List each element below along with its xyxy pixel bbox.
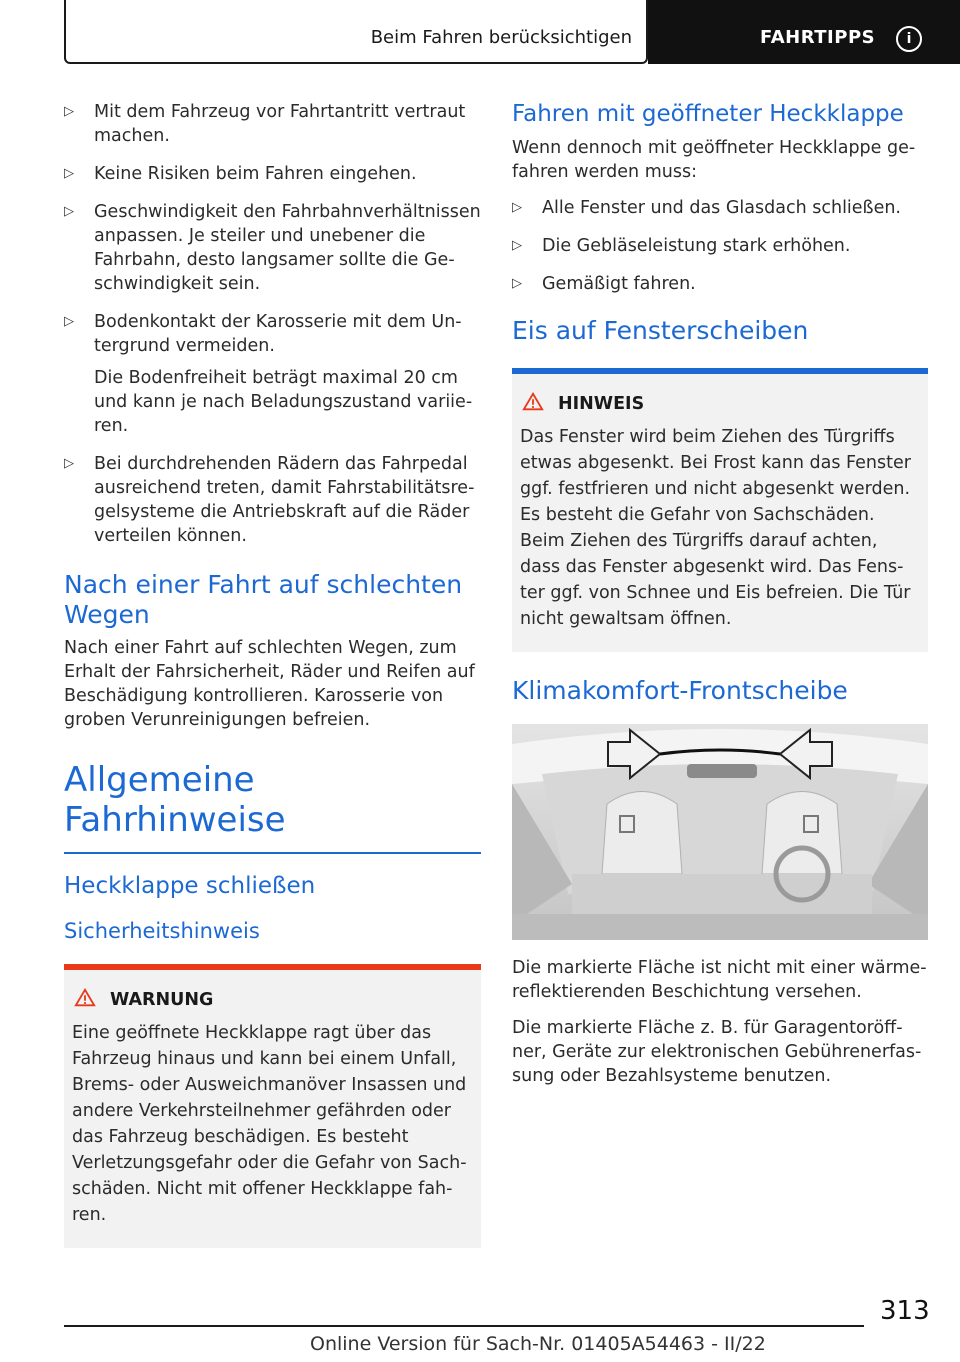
bullet-triangle-icon: ▷ (512, 238, 522, 253)
bullet-text: Mit dem Fahrzeug vor Fahrtantritt vertraut machen. (94, 102, 466, 146)
list-item (64, 100, 481, 148)
header-section-tab (64, 0, 648, 64)
list-item (64, 200, 481, 296)
bullet-triangle-icon: ▷ (64, 104, 74, 119)
notice-title-text: HINWEIS (558, 394, 645, 414)
bullet-text: Geschwindigkeit den Fahrbahnverhältnissen anpassen. Je steiler und unebener die Fahrbahn, desto langsamer sollte die Geschwindigkeit sein. (94, 202, 481, 294)
list-item (512, 234, 928, 258)
page-number: 313 (880, 1296, 930, 1326)
tailgate-heading: Heckklappe schließen (64, 873, 316, 899)
rough-roads-heading: Nach einer Fahrt auf schlechten Wegen (64, 570, 463, 629)
bullet-triangle-icon: ▷ (512, 200, 522, 215)
notice-text: Das Fenster wird beim Ziehen des Türgriffs etwas abgesenkt. Bei Frost kann das Fenster ggf. festfrieren und nicht abgesenkt werden. Es besteht die Gefahr von Sachschäden. Beim Ziehen des Türgriffs darauf achten, dass das Fenster abgesenkt wird. Das Fenster ggf. von Schnee und Eis befreien. Die Tür nicht gewaltsam öffnen. (520, 427, 911, 629)
bullet-text: Alle Fenster und das Glasdach schließen. (542, 198, 901, 218)
list-item (64, 162, 481, 186)
car-interior-image (512, 724, 928, 940)
right-column (512, 100, 928, 1100)
open-tailgate-heading: Fahren mit geöffneter Heckklappe (512, 101, 904, 127)
bullet-text: Die Gebläseleistung stark erhöhen. (542, 236, 851, 256)
warning-title-text: WARNUNG (110, 990, 214, 1010)
notice-triangle-icon (522, 391, 544, 413)
ice-heading: Eis auf Fensterscheiben (512, 316, 809, 345)
footer-online-version: Online Version für Sach-Nr. 01405A54463 - II/22 (310, 1333, 766, 1355)
warning-box (64, 964, 481, 1248)
climate-text-2: Die markierte Fläche z. B. für Garagentoröffner, Geräte zur elektronischen Gebührenerfassung oder Bezahlsysteme benutzen. (512, 1018, 922, 1086)
bullet-text: Keine Risiken beim Fahren eingehen. (94, 164, 417, 184)
list-item (64, 310, 481, 438)
notice-box (512, 368, 928, 652)
header-chapter-tab[interactable] (648, 0, 960, 64)
bullet-triangle-icon: ▷ (512, 276, 522, 291)
climate-heading: Klimakomfort-Frontscheibe (512, 676, 848, 705)
bullet-text: Bei durchdrehenden Rädern das Fahrpedal ausreichend treten, damit Fahrstabilitätsregelsysteme die Antriebskraft auf die Räder verteilen können. (94, 454, 475, 546)
bullet-text: Bodenkontakt der Karosserie mit dem Untergrund vermeiden. (94, 312, 462, 356)
open-tailgate-intro: Wenn dennoch mit geöffneter Heckklappe gefahren werden muss: (512, 138, 916, 182)
left-column (64, 100, 481, 1248)
bullet-subtext: Die Bodenfreiheit beträgt maximal 20 cm und kann je nach Beladungszustand variieren. (94, 368, 473, 436)
bullet-triangle-icon: ▷ (64, 456, 74, 471)
bullet-triangle-icon: ▷ (64, 204, 74, 219)
warning-title (110, 990, 473, 1010)
climate-text-1: Die markierte Fläche ist nicht mit einer wärmereflektierenden Beschichtung versehen. (512, 958, 927, 1002)
list-item (512, 196, 928, 220)
list-item (512, 272, 928, 296)
rough-roads-text: Nach einer Fahrt auf schlechten Wegen, zum Erhalt der Fahrsicherheit, Räder und Reifen auf Beschädigung kontrollieren. Karosserie von groben Verunreinigungen befreien. (64, 638, 475, 730)
notice-title (558, 394, 920, 414)
info-icon[interactable]: i (896, 26, 922, 52)
header-section-title: Beim Fahren berücksichtigen (370, 27, 632, 48)
footer-rule (64, 1325, 864, 1327)
warning-triangle-icon (74, 987, 96, 1009)
safety-heading: Sicherheitshinweis (64, 919, 260, 943)
warning-text: Eine geöffnete Heckklappe ragt über das Fahrzeug hinaus und kann bei einem Unfall, Brems- oder Ausweichmanöver Insassen und andere Verkehrsteilnehmer gefährden oder das Fahrzeug beschädigen. Es besteht Verletzungsgefahr oder die Gefahr von Sachschäden. Nicht mit offener Heckklappe fahren. (72, 1023, 467, 1225)
list-item (64, 452, 481, 548)
bullet-triangle-icon: ▷ (64, 314, 74, 329)
main-heading: Allgemeine Fahrhinweise (64, 760, 481, 854)
bullet-text: Gemäßigt fahren. (542, 274, 696, 294)
bullet-triangle-icon: ▷ (64, 166, 74, 181)
header-chapter-title: FAHRTIPPS (760, 27, 876, 48)
